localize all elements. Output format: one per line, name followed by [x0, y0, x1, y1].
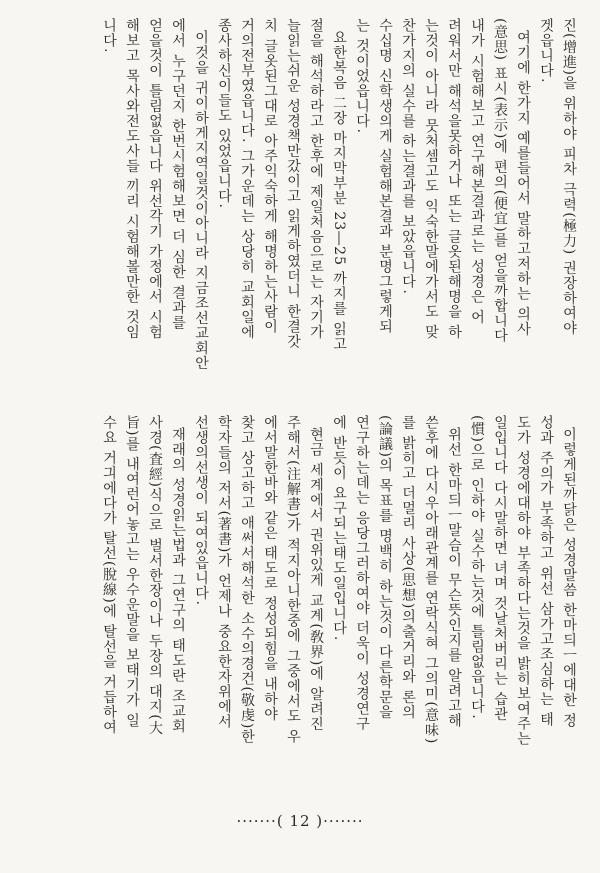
text-column: 이것을 귀이하게지역일것이아니라 지금조선교회안	[193, 30, 209, 371]
text-column: 를 밝히고 더멀리 사상(思想)의출거리와 론의	[400, 415, 416, 720]
text-column: 여기에 한가지 예를들어서 말하고저하는 의사	[515, 30, 531, 337]
text-column: 쓴후에 다시우아래관계를 연락식혀 그의미(意味)	[423, 415, 439, 745]
text-column: 절을 해석하라고 한후에 제일처음으로는 자기가	[308, 18, 324, 340]
text-column: 현금 세계에서 권위있게 교계(敎界)에 알려진	[308, 427, 324, 732]
text-column: (論議)의 목표를 명백히 하는것이 다른학문을	[377, 415, 393, 720]
text-column: 도가 성경에대하야 부족하다는것을 밝히보여주는	[515, 415, 531, 747]
text-column: 일입니다 다시말하면 녀며 것날처버리는 습관	[492, 415, 508, 722]
text-column: 종사하신이들도 있었읍니다.	[216, 18, 232, 209]
text-column: 겟읍니다.	[538, 18, 554, 84]
text-column: 에서 누구던지 한번시험해보면 더 심한 결과를	[170, 18, 186, 331]
text-column: 旨)를 내여런어놓고는 우수운말을 보태기가 일	[124, 415, 140, 729]
text-column: (慣)으로 인하야 실수하는것에 틀림없읍니다.	[469, 415, 485, 720]
text-column: 위선 한마듸ㅡ말슴이 무슨뜻인지를 알려고해	[446, 427, 462, 729]
text-column: 요한복음 二장 마지막부분 23―25 까지를 읽고	[331, 30, 347, 352]
text-column: 에 반듯이 요구되는태도일입니다.	[331, 415, 347, 642]
lower-text-block	[18, 415, 580, 787]
text-column: 진(增進)을 위하야 피차 극력(極力) 권장하여야	[561, 18, 577, 336]
text-column: 수요 거긔에다가 탈선(脫線)에 탈선을 거듭하여	[101, 415, 117, 735]
text-column: 해보고 목사와전도사들 끼리 시험해볼만한 것임	[124, 18, 140, 340]
upper-text-block	[18, 18, 580, 386]
text-column: 는것이 아니라 뭇처셈고도 익숙한말에가서도 맞	[423, 18, 439, 340]
page-number: ·······( 12 )·······	[236, 812, 364, 830]
text-column: 재래의 성경읽는법과 그연구의 태도란 조교회	[170, 427, 186, 734]
text-column: 성과 주의가 부족하고 위선 삼가고조심하는 태	[538, 415, 554, 728]
text-column: 학자들의 저서(著書)가 언제나 중요한자위에서	[216, 415, 232, 730]
text-column: 찾고 상고하고 애써서해석한 소수의경건(敬虔)한	[239, 415, 255, 745]
text-column: 에서말한바와 같은 태도로 정성되힘을 내하야	[262, 415, 278, 722]
text-column: 사경(査經)식으로 벌서한장이나 두장의 대지(大	[147, 415, 163, 736]
text-column: 니다.	[101, 18, 117, 54]
text-column: 늘읽는쉬운 성경책만갔이고 읽게하였더니 한결갓	[285, 18, 301, 350]
text-column: 려워서만 해석을못하거나 또는 글옷된해명을 하	[446, 18, 462, 340]
text-column: 거의전부였읍니다. 그가운데는 상당히 교회일에	[239, 18, 255, 340]
text-column: 연구하는데는 응당그러하여야 더욱이 성경연구	[354, 415, 370, 732]
text-column: 주해서(注解書)가 적지아니한중에 그중에서도 우	[285, 415, 301, 745]
text-column: 치 글옷된그대로 아주익숙하게 해명하는사람이	[262, 18, 278, 335]
text-column: 는 것이었읍니다.	[354, 18, 370, 134]
text-column: 찬가지의 실수를 하는결과를 보았읍니다.	[400, 18, 416, 295]
text-column: 선생의선생이 되여있읍니다.	[193, 415, 209, 606]
text-column: (意思) 표시(表示)에 편의(便宜)를 얻을까합니다	[492, 18, 508, 344]
text-column: 수십명 신학생의게 실험해본결과 분명그렇게되	[377, 18, 393, 335]
text-column: 내가 시험해보고 연구해본결과로는 성경은 어	[469, 18, 485, 325]
text-column: 얻을것이 틀림없읍니다 위선각기 가정에서 시험	[147, 18, 163, 340]
text-column: 이렇게된까닭은 성경말씀 한마듸ㅡ에대한 정	[561, 427, 577, 729]
